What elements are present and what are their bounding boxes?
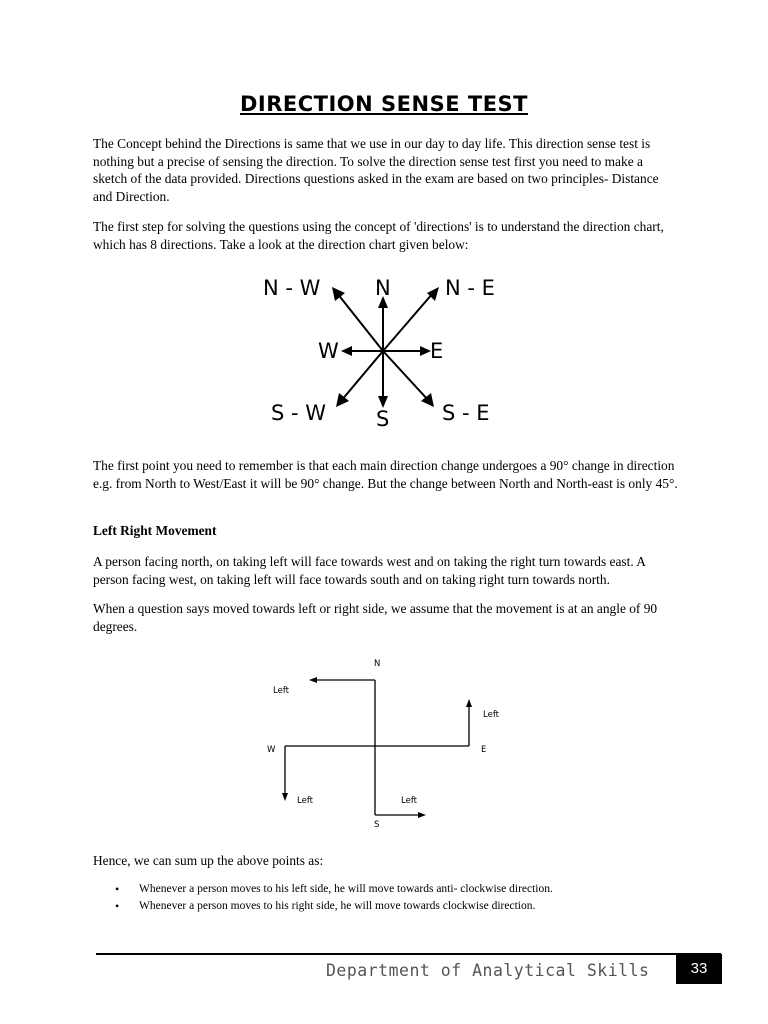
northeast-arrow-line (383, 293, 433, 351)
left-right-heading: Left Right Movement (93, 523, 217, 538)
label-n: N (375, 276, 391, 300)
label-e: E (430, 339, 444, 363)
northwest-arrowhead (332, 287, 345, 301)
diagram-label-s: S (374, 820, 380, 830)
southwest-arrow-line (341, 351, 383, 401)
right-up-arrowhead (466, 699, 472, 707)
change-paragraph: The first point you need to remember is that each main direction change undergoes a 90° change in direction e.g. from North to West/East it will be 90° change. But the change between North and North-east is only 45°. (93, 458, 678, 491)
intro-paragraph: The Concept behind the Directions is same that we use in our day to day life. This direction sense test is nothing but a precise of sensing the direction. To solve the direction sense test first you need to make a sketch of the data provided. Directions questions asked in the exam are based on two principles- Distance and Direction. (93, 136, 659, 204)
diagram-label-e: E (481, 745, 487, 755)
list-item: • Whenever a person moves to his right side, he will move towards clockwise direction. (93, 898, 693, 915)
footer-divider (96, 953, 721, 955)
sum-up-paragraph: Hence, we can sum up the above points as: (93, 853, 324, 868)
left-down-arrowhead (282, 793, 288, 801)
direction-chart (255, 268, 515, 433)
top-left-arrowhead (309, 677, 317, 683)
left-movement-diagram (260, 655, 510, 835)
label-sw: S - W (271, 401, 327, 425)
page-number: 33 (676, 954, 722, 984)
west-arrowhead (341, 346, 352, 356)
diagram-label-n: N (374, 659, 381, 669)
chart-intro-paragraph: The first step for solving the questions using the concept of 'directions' is to understand the direction chart, which has 8 directions. Take a look at the direction chart given below: (93, 219, 664, 252)
label-ne: N - E (445, 276, 495, 300)
southeast-arrow-line (383, 351, 429, 401)
label-nw: N - W (263, 276, 321, 300)
summary-bullet-list (93, 881, 693, 915)
left-right-paragraph-1: A person facing north, on taking left will face towards west and on taking the right turn towards east. A person facing west, on taking left will face towards south and on taking right turn towards north. (93, 554, 646, 587)
label-w: W (318, 339, 339, 363)
diagram-label-left-right: Left (483, 710, 499, 720)
left-right-paragraph-2: When a question says moved towards left or right side, we assume that the movement is at an angle of 90 degrees. (93, 601, 658, 634)
label-se: S - E (442, 401, 490, 425)
footer-department: Department of Analytical Skills (326, 961, 650, 980)
diagram-label-left-bottom-right: Left (401, 796, 417, 806)
diagram-label-left-top: Left (273, 686, 289, 696)
label-s: S (376, 407, 390, 431)
diagram-label-w: W (267, 745, 276, 755)
northwest-arrow-line (337, 293, 383, 351)
list-item: • Whenever a person moves to his left side, he will move towards anti- clockwise direction. (93, 881, 693, 898)
bottom-right-arrowhead (418, 812, 426, 818)
page-title: DIRECTION SENSE TEST (240, 92, 528, 116)
diagram-label-left-bottom-left: Left (297, 796, 313, 806)
